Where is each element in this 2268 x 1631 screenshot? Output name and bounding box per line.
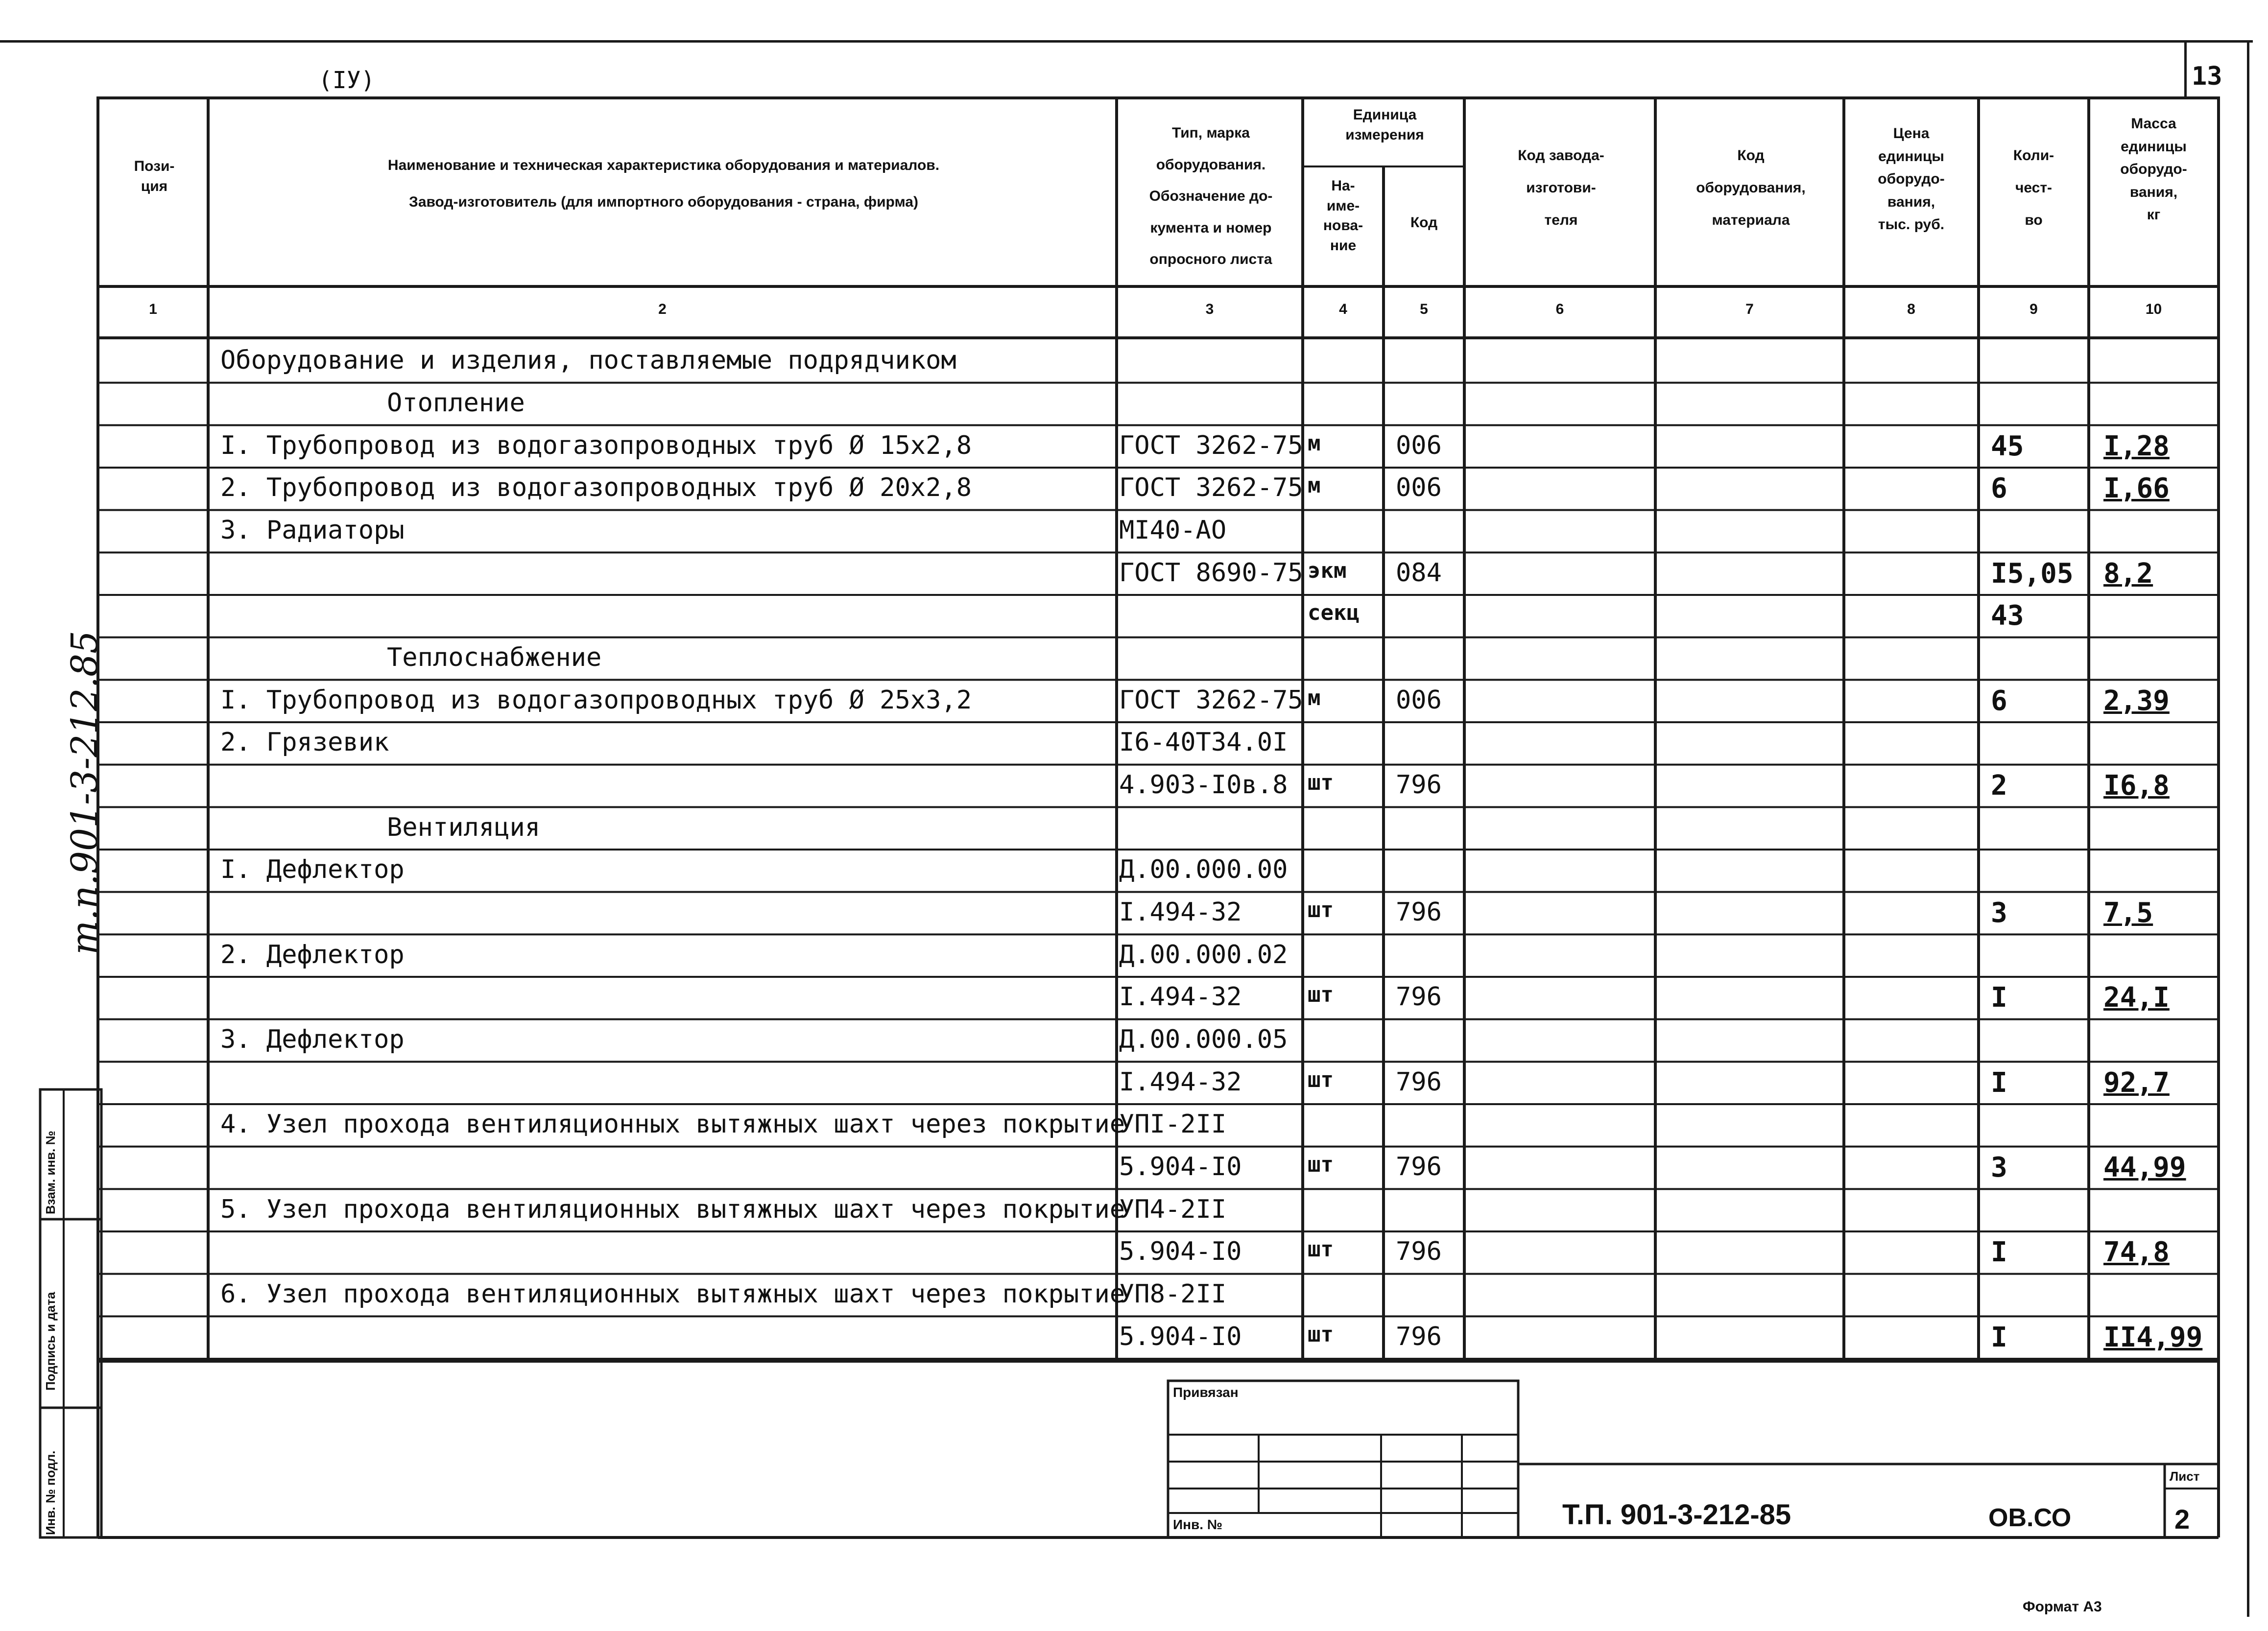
row-name: I. Дефлектор <box>220 855 405 885</box>
colnum-10: 10 <box>2145 301 2162 317</box>
row-name: 6. Узел прохода вентиляционных вытяжных шахт через покрытие <box>220 1279 1125 1309</box>
row-name: 2. Трубопровод из водогазопроводных труб Ø 20х2,8 <box>220 473 972 503</box>
header-maker-code: Код завода- изготови- теля <box>1518 147 1604 228</box>
row-type: Д.00.000.02 <box>1119 940 1288 969</box>
row-type: ГОСТ 8690-75 <box>1119 558 1303 588</box>
row-quantity: 45 <box>1991 430 2024 462</box>
header-position: Пози- ция <box>134 158 175 194</box>
row-type: ГОСТ 3262-75 <box>1119 473 1303 503</box>
document-mark: ОВ.СО <box>1988 1504 2072 1532</box>
row-mass: I,28 <box>2103 430 2170 462</box>
row-unit: м <box>1308 685 1321 710</box>
row-mass: 92,7 <box>2103 1066 2170 1099</box>
row-type: Д.00.000.05 <box>1119 1025 1288 1054</box>
row-unit: экм <box>1308 558 1347 583</box>
row-quantity: 6 <box>1991 473 2007 505</box>
inv-podl-label: Инв. № подл. <box>43 1450 58 1535</box>
row-code: 796 <box>1396 982 1442 1012</box>
row-quantity: I <box>1991 982 2007 1014</box>
row-type: ГОСТ 3262-75 <box>1119 430 1303 460</box>
colnum-2: 2 <box>658 301 667 317</box>
top-mark: (IУ) <box>318 67 375 94</box>
row-mass: 7,5 <box>2103 897 2153 929</box>
row-mass: I6,8 <box>2103 770 2170 802</box>
sheet-top-number: 13 <box>2192 62 2222 91</box>
colnum-4: 4 <box>1339 301 1347 317</box>
vzam-inv-label: Взам. инв. № <box>43 1131 58 1214</box>
row-name: Вентиляция <box>387 812 541 842</box>
sheet-label: Лист <box>2170 1469 2200 1484</box>
header-unit-name: На- име- нова- ние <box>1323 178 1363 254</box>
header-unit-group: Единица измерения <box>1345 107 1424 143</box>
header-name: Наименование и техническая характеристика оборудования и материалов. Завод-изготовитель (для импортного оборудования - страна, фирма) <box>387 157 940 210</box>
header-price: Цена единицы оборудо- вания, тыс. руб. <box>1878 125 1945 233</box>
row-unit: шт <box>1308 898 1334 922</box>
header-unit-code: Код <box>1410 214 1438 231</box>
colnum-8: 8 <box>1907 301 1915 317</box>
colnum-1: 1 <box>149 301 157 317</box>
row-code: 006 <box>1396 473 1442 503</box>
row-code: 796 <box>1396 1067 1442 1097</box>
row-mass: 44,99 <box>2103 1152 2186 1183</box>
row-type: 5.904-I0 <box>1119 1322 1242 1351</box>
row-name: I. Трубопровод из водогазопроводных труб Ø 25х3,2 <box>220 685 972 715</box>
row-unit: шт <box>1308 982 1334 1008</box>
row-type: 4.903-I0в.8 <box>1119 770 1288 800</box>
row-code: 796 <box>1396 898 1442 927</box>
row-unit: шт <box>1308 1322 1334 1347</box>
row-quantity: I <box>1991 1236 2007 1269</box>
row-unit: секц <box>1308 600 1360 626</box>
row-name: Теплоснабжение <box>387 643 602 672</box>
format-label: Формат А3 <box>2023 1599 2102 1615</box>
row-code: 084 <box>1396 558 1442 588</box>
row-mass: 74,8 <box>2103 1236 2170 1269</box>
row-type: I.494-32 <box>1119 898 1242 927</box>
row-type: 5.904-I0 <box>1119 1237 1242 1267</box>
row-type: I.494-32 <box>1119 982 1242 1012</box>
colnum-3: 3 <box>1205 301 1214 317</box>
row-code: 796 <box>1396 770 1442 800</box>
row-type: I6-40Т34.0I <box>1119 728 1288 757</box>
sheet-number: 2 <box>2174 1504 2190 1535</box>
row-name: I. Трубопровод из водогазопроводных труб Ø 15х2,8 <box>220 430 972 460</box>
row-quantity: 43 <box>1991 600 2024 632</box>
row-name: 5. Узел прохода вентиляционных вытяжных шахт через покрытие <box>220 1194 1125 1224</box>
row-type: УПI-2II <box>1119 1110 1227 1139</box>
row-code: 006 <box>1396 685 1442 715</box>
row-mass: 24,I <box>2103 982 2170 1014</box>
row-quantity: 3 <box>1991 897 2007 929</box>
row-code: 796 <box>1396 1152 1442 1182</box>
row-mass: 8,2 <box>2103 557 2153 590</box>
row-name: 4. Узел прохода вентиляционных вытяжных шахт через покрытие <box>220 1110 1125 1139</box>
row-unit: шт <box>1308 1067 1334 1092</box>
row-mass: 2,39 <box>2103 685 2170 717</box>
row-quantity: 2 <box>1991 770 2007 802</box>
colnum-6: 6 <box>1555 301 1564 317</box>
row-type: Д.00.000.00 <box>1119 855 1288 885</box>
row-unit: шт <box>1308 1237 1334 1262</box>
row-name: 2. Грязевик <box>220 728 389 757</box>
document-code: Т.П. 901-3-212-85 <box>1562 1499 1791 1531</box>
header-equipment-code: Код оборудования, материала <box>1696 147 1806 228</box>
colnum-9: 9 <box>2029 301 2038 317</box>
row-quantity: I5,05 <box>1991 557 2074 590</box>
row-quantity: 3 <box>1991 1152 2007 1183</box>
row-type: I.494-32 <box>1119 1067 1242 1097</box>
row-type: УП4-2II <box>1119 1194 1227 1224</box>
row-name: Оборудование и изделия, поставляемые подрядчиком <box>220 346 956 376</box>
row-name: 3. Радиаторы <box>220 516 405 545</box>
header-mass: Масса единицы оборудо- вания, кг <box>2120 116 2187 223</box>
row-name: 3. Дефлектор <box>220 1025 405 1054</box>
colnum-5: 5 <box>1420 301 1428 317</box>
podpis-data-label: Подпись и дата <box>43 1292 58 1391</box>
row-unit: м <box>1308 430 1321 456</box>
row-name: 2. Дефлектор <box>220 940 405 969</box>
row-mass: I,66 <box>2103 473 2170 505</box>
privyazan-label: Привязан <box>1173 1385 1239 1400</box>
row-code: 006 <box>1396 430 1442 460</box>
row-unit: шт <box>1308 770 1334 795</box>
row-code: 796 <box>1396 1237 1442 1267</box>
side-code: т.п.901-3-212.85 <box>64 630 106 955</box>
row-quantity: I <box>1991 1321 2007 1353</box>
row-type: 5.904-I0 <box>1119 1152 1242 1182</box>
row-quantity: I <box>1991 1066 2007 1099</box>
row-mass: II4,99 <box>2103 1321 2203 1353</box>
row-unit: шт <box>1308 1152 1334 1177</box>
row-type: МI40-АО <box>1119 516 1227 545</box>
inv-no-label: Инв. № <box>1173 1517 1223 1532</box>
row-quantity: 6 <box>1991 685 2007 717</box>
row-type: УП8-2II <box>1119 1279 1227 1309</box>
row-type: ГОСТ 3262-75 <box>1119 685 1303 715</box>
header-type: Тип, марка оборудования. Обозначение до- кумента и номер опросного листа <box>1149 125 1273 267</box>
colnum-7: 7 <box>1745 301 1754 317</box>
header-quantity: Коли- чест- во <box>2013 147 2054 228</box>
row-code: 796 <box>1396 1322 1442 1351</box>
row-unit: м <box>1308 473 1321 498</box>
row-name: Отопление <box>387 388 525 418</box>
